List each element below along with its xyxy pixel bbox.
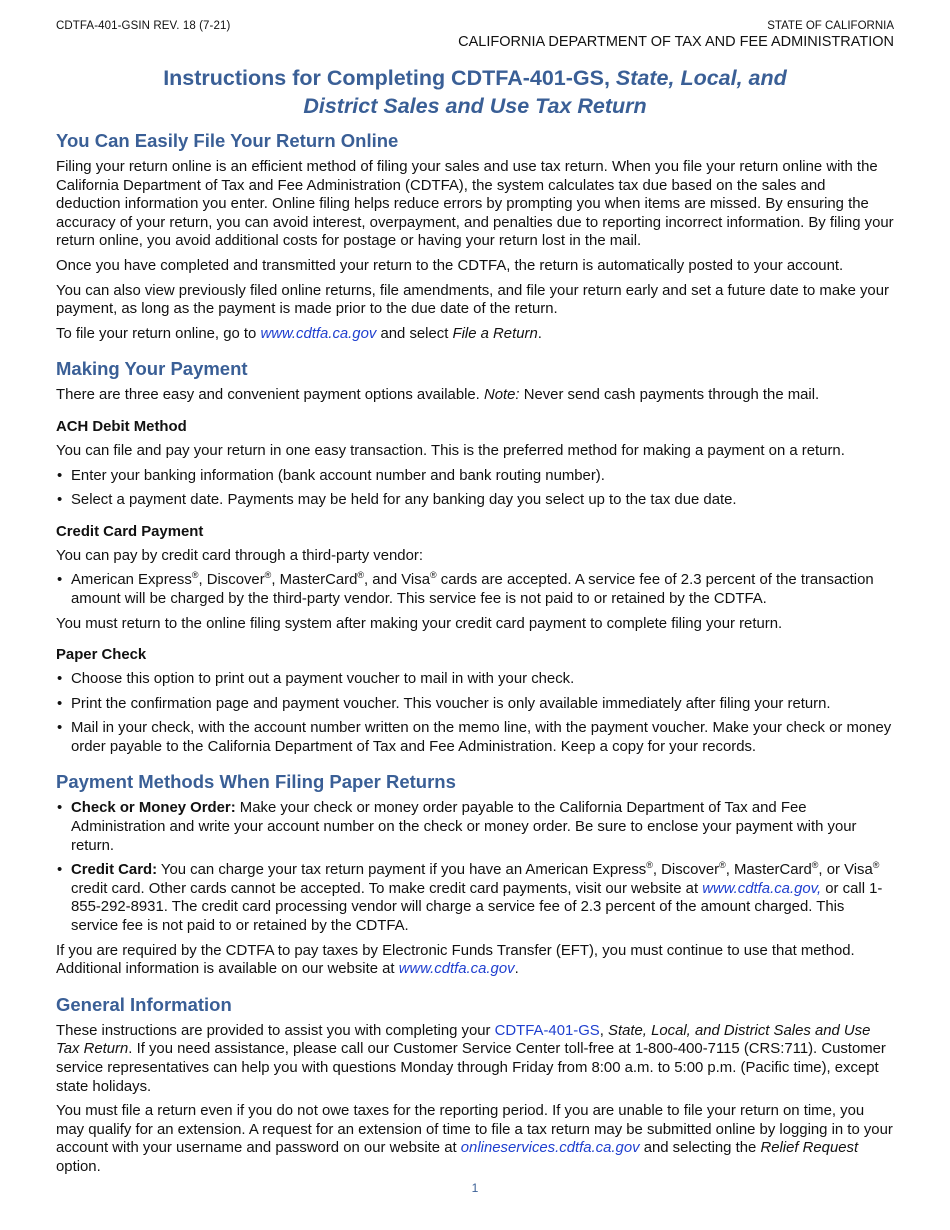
list-item: • Print the confirmation page and payment voucher. This voucher is only available immediately after filing your return. (56, 695, 894, 714)
state-label: STATE OF CALIFORNIA (767, 20, 894, 32)
paragraph: Once you have completed and transmitted your return to the CDTFA, the return is automatically posted to your account. (56, 257, 844, 274)
form-id: CDTFA-401-GSIN REV. 18 (7-21) (56, 20, 231, 32)
department-label: CALIFORNIA DEPARTMENT OF TAX AND FEE ADMINISTRATION (458, 34, 894, 50)
section-general-information (56, 993, 894, 1177)
bullet-list (56, 670, 894, 756)
list-item: • Select a payment date. Payments may be held for any banking day you select up to the tax due date. (56, 491, 894, 510)
section-file-online (56, 129, 894, 343)
agency-header (458, 20, 894, 50)
form-cdtfa-401-gs-link[interactable]: CDTFA-401-GS (494, 1022, 600, 1039)
subsection-ach (56, 417, 894, 510)
list-item: • Enter your banking information (bank account number and bank routing number). (56, 467, 894, 486)
paragraph: You can file and pay your return in one easy transaction. This is the preferred method for making a payment on a return. (56, 442, 845, 459)
online-services-link[interactable]: onlineservices.cdtfa.ca.gov (460, 1140, 640, 1157)
list-item: • Mail in your check, with the account number written on the memo line, with the payment voucher. Make your check or money order payable to the California Department of Tax and Fee Administration. Keep a copy for your records. (56, 719, 894, 756)
paragraph: You must return to the online filing system after making your credit card payment to complete filing your return. (56, 615, 783, 632)
paragraph: If you are required by the CDTFA to pay taxes by Electronic Funds Transfer (EFT), you must continue to use that method. Additional information is available on our website at www.cdtfa.ca.gov. (56, 942, 855, 978)
page-number: 1 (471, 1181, 479, 1195)
list-item: • Credit Card: You can charge your tax return payment if you have an American Express®, Discover®, MasterCard®, or Visa® credit card. Other cards cannot be accepted. To make credit card payments, visit our website at www.cdtfa.ca.gov, or call 1-855-292-8931. The credit card processing vendor will charge a service fee of 2.3 percent of the amount charged. This service fee is not paid to or retained by the CDTFA. (56, 861, 894, 935)
section-heading: General Information (56, 993, 232, 1015)
section-heading: Payment Methods When Filing Paper Returns (56, 771, 456, 793)
bullet-list (56, 467, 894, 510)
paragraph: You can also view previously filed online returns, file amendments, and file your return early and set a future date to make your payment, as long as the payment is made prior to the due date of the return. (56, 282, 889, 318)
subsection-heading: Credit Card Payment (56, 523, 204, 540)
section-heading: You Can Easily File Your Return Online (56, 130, 399, 151)
section-paper-returns (56, 770, 894, 978)
list-item: • American Express®, Discover®, MasterCard®, and Visa® cards are accepted. A service fee of 2.3 percent of the transaction amount will be charged by the third-party vendor. This service fee is not paid to or retained by the CDTFA. (56, 571, 894, 608)
paragraph: There are three easy and convenient payment options available. Note: Never send cash payments through the mail. (56, 387, 820, 404)
subsection-credit-card (56, 522, 894, 633)
bullet-list (56, 571, 894, 608)
subsection-paper-check (56, 645, 894, 756)
paragraph: To file your return online, go to www.cdtfa.ca.gov and select File a Return. (56, 325, 542, 342)
paragraph: Filing your return online is an efficient method of filing your sales and use tax return. When you file your return online with the California Department of Tax and Fee Administration (CDTFA), the system calculates tax due based on the sales and deduction information you enter. Online filing helps reduce errors by prompting you when items are missed. By ensuring the accuracy of your return, you can avoid interest, overpayment, and penalties due to reporting incorrect information. By filing your return online, you avoid additional costs for postage or having your return lost in the mail. (56, 159, 894, 250)
document-body (56, 129, 894, 1183)
subsection-heading: Paper Check (56, 647, 147, 664)
cdtfa-website-link[interactable]: www.cdtfa.ca.gov (398, 961, 515, 978)
paragraph: You can pay by credit card through a third-party vendor: (56, 547, 423, 564)
section-making-payment (56, 357, 894, 756)
cdtfa-website-link[interactable]: www.cdtfa.ca.gov (260, 325, 377, 342)
section-heading: Making Your Payment (56, 358, 248, 380)
bullet-list (56, 799, 894, 935)
paragraph: These instructions are provided to assist you with completing your CDTFA-401-GS, State, Local, and District Sales and Use Tax Return. If you need assistance, please call our Customer Service Center toll-free at 1-800-400-7115 (CRS:711). Customer service representatives can help you with questions Monday through Friday from 8:00 a.m. to 5:00 p.m. (Pacific time), except state holidays. (56, 1022, 886, 1095)
subsection-heading: ACH Debit Method (56, 418, 187, 435)
list-item: • Check or Money Order: Make your check or money order payable to the California Department of Tax and Fee Administration and write your account number on the check or money order. Be sure to enclose your payment with your return. (56, 799, 894, 855)
paragraph: You must file a return even if you do not owe taxes for the reporting period. If you are unable to file your return on time, you may qualify for an extension. A request for an extension of time to file a tax return may be submitted online by logging in to your account with your username and password on our website at onlineservices.cdtfa.ca.gov and selecting the Relief Request option. (56, 1103, 893, 1175)
cdtfa-website-link[interactable]: www.cdtfa.ca.gov, (702, 880, 822, 897)
page-title: Instructions for Completing CDTFA-401-GS, State, Local, and District Sales and Use Tax Return (163, 66, 787, 118)
list-item: • Choose this option to print out a payment voucher to mail in with your check. (56, 670, 894, 689)
